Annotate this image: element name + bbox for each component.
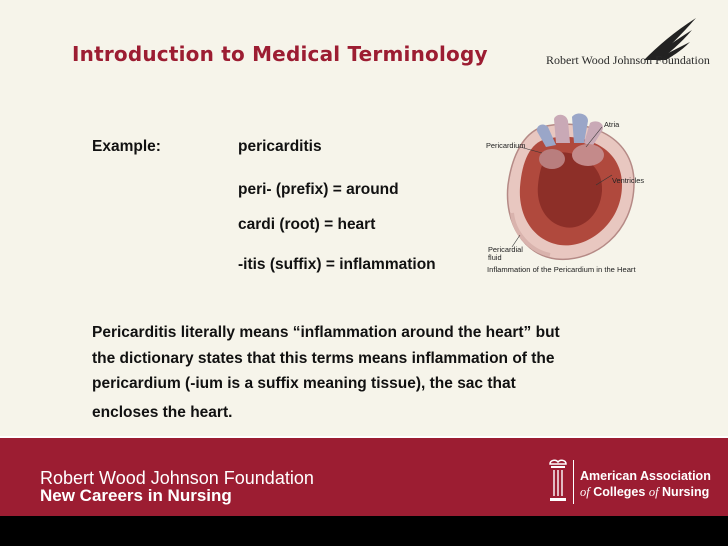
paragraph-line: pericardium (-ium is a suffix meaning tissue), the sac that <box>92 375 516 392</box>
paragraph-line: encloses the heart. <box>92 403 233 421</box>
rwjf-header-logo-text: Robert Wood Johnson Foundation <box>546 53 710 67</box>
aacn-colleges: Colleges <box>593 485 646 499</box>
slide-title: Introduction to Medical Terminology <box>72 42 488 66</box>
pericardial-fluid-label-1: Pericardial <box>488 245 523 254</box>
footer-program-name: New Careers in Nursing <box>40 486 232 505</box>
root-definition: cardi (root) = heart <box>238 216 376 233</box>
paragraph-line: the dictionary states that this terms means inflammation of the <box>92 349 555 367</box>
pericardium-label: Pericardium <box>486 141 526 150</box>
heart-illustration <box>484 113 654 280</box>
footer-foundation-name: Robert Wood Johnson Foundation <box>40 468 314 488</box>
aacn-name-line1: American Association <box>580 469 711 483</box>
bottom-black-bar <box>0 516 728 546</box>
aacn-divider <box>573 460 574 504</box>
prefix-definition: peri- (prefix) = around <box>238 181 399 198</box>
aacn-nursing: Nursing <box>662 485 710 499</box>
aacn-column-logo-icon <box>546 458 570 504</box>
aacn-name-line2 <box>580 485 709 500</box>
pericardial-fluid-label-2: fluid <box>488 253 502 262</box>
aacn-of-1: of <box>580 485 590 499</box>
aacn-of-2: of <box>648 485 659 499</box>
figure-caption: Inflammation of the Pericardium in the Heart <box>487 265 636 274</box>
atria-label: Atria <box>604 120 620 129</box>
paragraph-line: Pericarditis literally means “inflammation around the heart” but <box>92 324 560 341</box>
example-label: Example: <box>92 138 161 155</box>
explanation-paragraph <box>92 320 652 425</box>
suffix-definition: -itis (suffix) = inflammation <box>238 256 436 273</box>
example-word: pericarditis <box>238 138 322 155</box>
ventricles-label: Ventricles <box>612 176 645 185</box>
